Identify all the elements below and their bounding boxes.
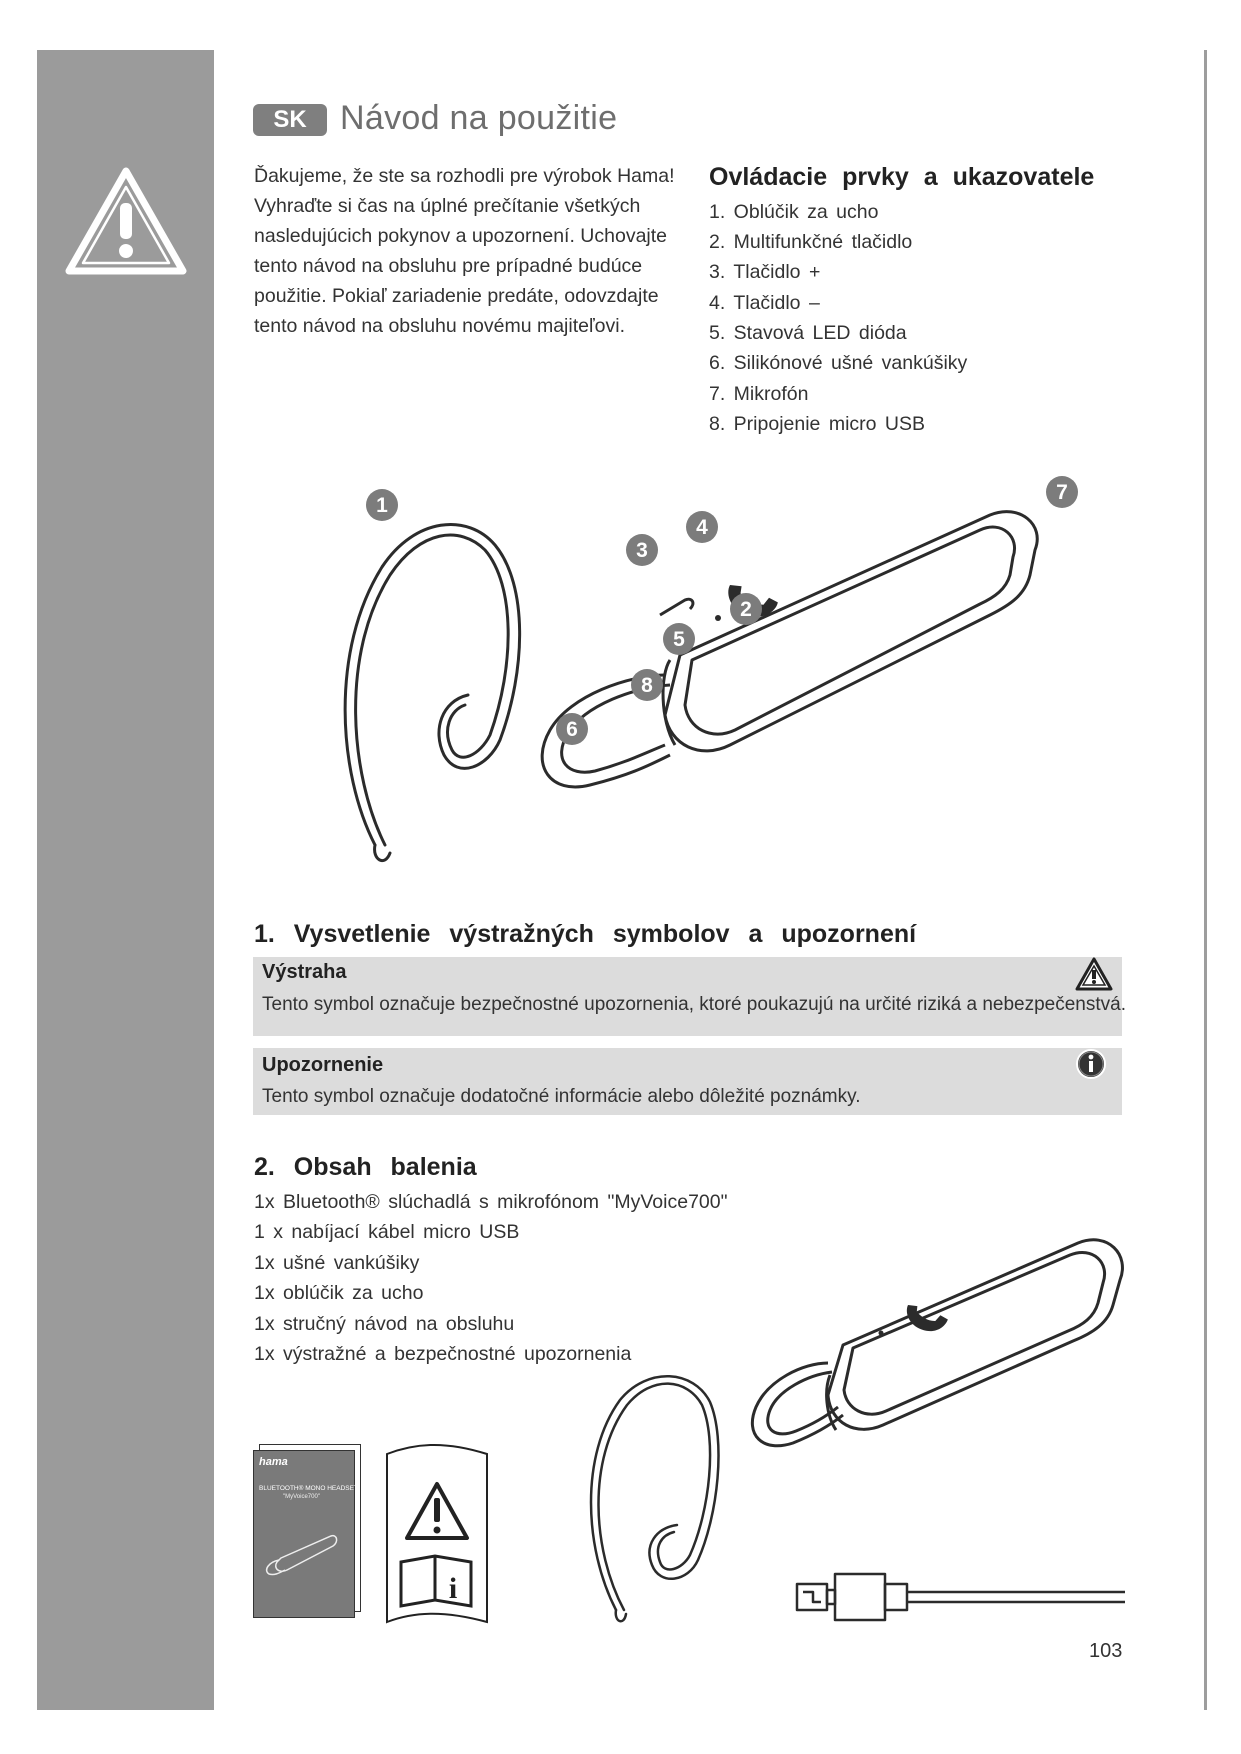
package-item: 1x výstražné a bezpečnostné upozornenia: [254, 1343, 632, 1365]
svg-text:8: 8: [641, 674, 653, 697]
section-2-heading: 2. Obsah balenia: [254, 1153, 477, 1181]
warning-icon: [1075, 957, 1113, 991]
language-badge: SK: [253, 104, 327, 136]
callout-3: [626, 534, 658, 566]
svg-text:6: 6: [566, 718, 578, 741]
part-item: 7. Mikrofón: [709, 383, 809, 405]
ear-hook-illustration: [345, 524, 520, 860]
ear-hook-item-illustration: [582, 1370, 717, 1630]
note-title: Upozornenie: [262, 1054, 384, 1076]
headset-item-illustration: [748, 1235, 1133, 1465]
safety-leaflet-illustration: [383, 1440, 491, 1625]
svg-text:1: 1: [376, 494, 388, 517]
page-number: 103: [1089, 1640, 1123, 1662]
callout-6: [556, 713, 588, 745]
headset-diagram: [330, 481, 1110, 890]
side-bar: [37, 50, 214, 1710]
intro-line: Ďakujeme, že ste sa rozhodli pre výrobok Hama!: [254, 165, 675, 187]
intro-line: tento návod na obsluhu pre prípadné budúce: [254, 255, 643, 277]
booklet-title: BLUETOOTH® MONO HEADSET: [259, 1485, 358, 1492]
callout-8: [631, 669, 663, 701]
svg-text:7: 7: [1056, 481, 1068, 504]
note-text: Tento symbol označuje dodatočné informácie alebo dôležité poznámky.: [262, 1086, 861, 1107]
package-item: 1x ušné vankúšiky: [254, 1252, 420, 1274]
part-item: 4. Tlačidlo –: [709, 292, 820, 314]
warning-triangle-icon: [64, 165, 188, 277]
intro-line: nasledujúcich pokynov a upozornení. Uchovajte: [254, 225, 668, 247]
part-item: 5. Stavová LED dióda: [709, 322, 907, 344]
warning-box: [253, 957, 1126, 1036]
note-box: [253, 1048, 1122, 1115]
callout-7: [1046, 476, 1078, 508]
manual-booklet: [253, 1450, 361, 1620]
svg-text:3: 3: [636, 539, 648, 562]
headset-illustration: [542, 512, 1037, 787]
intro-line: použitie. Pokiaľ zariadenie predáte, odovzdajte: [254, 285, 659, 307]
svg-text:4: 4: [696, 516, 708, 539]
led-dot: [715, 615, 721, 621]
callout-5: [663, 623, 695, 655]
svg-text:5: 5: [673, 628, 685, 651]
svg-text:2: 2: [740, 598, 752, 621]
package-item: 1x oblúčik za ucho: [254, 1282, 424, 1304]
right-rule: [1204, 50, 1207, 1710]
part-item: 8. Pripojenie micro USB: [709, 413, 925, 435]
warning-text: Tento symbol označuje bezpečnostné upozornenia, ktoré poukazujú na určité riziká a nebezpečenstvá.: [262, 994, 1126, 1015]
warning-title: Výstraha: [262, 961, 347, 983]
page-title: Návod na použitie: [340, 99, 618, 137]
callout-4: [686, 511, 718, 543]
part-item: 3. Tlačidlo +: [709, 261, 821, 283]
booklet-subtitle: "MyVoice700": [283, 1494, 320, 1500]
callout-2: [730, 593, 762, 625]
part-item: 2. Multifunkčné tlačidlo: [709, 231, 913, 253]
usb-cable-illustration: [795, 1570, 1125, 1625]
package-item: 1x Bluetooth® slúchadlá s mikrofónom "MyVoice700": [254, 1191, 728, 1213]
intro-line: Vyhraďte si čas na úplné prečítanie všetkých: [254, 195, 641, 217]
info-icon: [1074, 1048, 1108, 1080]
section-1-heading: 1. Vysvetlenie výstražných symbolov a upozornení: [254, 920, 917, 948]
package-item: 1 x nabíjací kábel micro USB: [254, 1221, 520, 1243]
package-item: 1x stručný návod na obsluhu: [254, 1313, 515, 1335]
booklet-headset-icon: [261, 1530, 341, 1580]
part-item: 6. Silikónové ušné vankúšiky: [709, 352, 968, 374]
controls-heading: Ovládacie prvky a ukazovatele: [709, 163, 1095, 191]
svg-text:i: i: [448, 1572, 458, 1605]
callout-1: [366, 489, 398, 521]
part-item: 1. Oblúčik za ucho: [709, 201, 879, 223]
intro-line: tento návod na obsluhu novému majiteľovi.: [254, 315, 626, 337]
booklet-brand: hama: [259, 1456, 288, 1468]
